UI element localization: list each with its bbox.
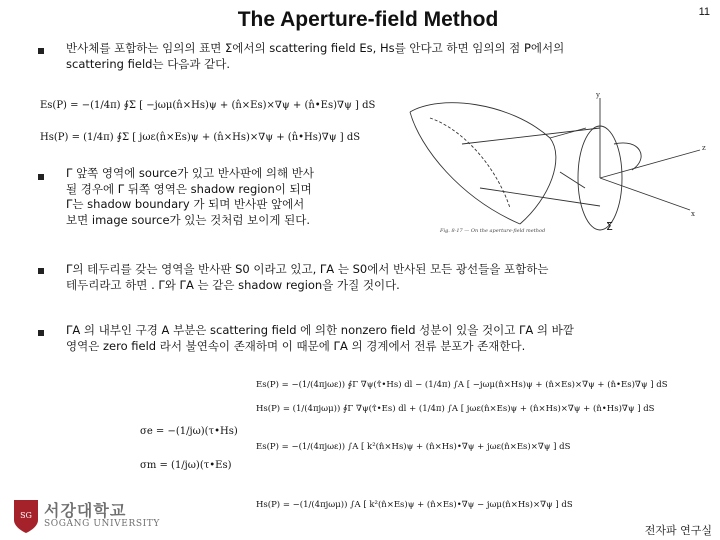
figure-axis-label-y: y	[596, 91, 600, 99]
lab-name: 전자파 연구실	[644, 524, 712, 537]
equation-hs-surface: Hs(P) = (1/4π) ∮Σ [ jωε(n̂×Es)ψ + (n̂×Hs)×∇ψ + (n̂•Hs)∇ψ ] dS	[40, 132, 361, 143]
bullet-2-line-3: Γ는 shadow boundary 가 되며 반사판 앞에서	[66, 197, 305, 211]
page-title: The Aperture-field Method	[237, 8, 499, 31]
bullet-text-2	[66, 166, 386, 228]
equation-hs-aperture: Hs(P) = (1/(4πjωμ)) ∮Γ ∇ψ(τ̂•Es) dl + (1/4π) ∫A [ jωε(n̂×Es)ψ + (n̂×Hs)×∇ψ + (n̂•Hs)∇ψ ] dS	[256, 404, 655, 414]
equation-hs-final: Hs(P) = −(1/(4πjωμ)) ∫A [ k²(n̂×Es)ψ + (n̂×Es)•∇ψ − jωμ(n̂×Hs)×∇ψ ] dS	[256, 500, 573, 510]
bullet-marker	[38, 174, 44, 180]
bullet-marker	[38, 268, 44, 274]
equation-sigma-e: σe = −(1/jω)(τ•Hs)	[140, 426, 238, 437]
bullet-text-3	[66, 262, 706, 293]
bullet-4-line-1: ΓA 의 내부인 구경 A 부분은 scattering field 에 의한 nonzero field 성분이 있을 것이고 ΓA 의 바깥	[66, 323, 574, 337]
equation-es-surface: Es(P) = −(1/4π) ∮Σ [ −jωμ(n̂×Hs)ψ + (n̂×Es)×∇ψ + (n̂•Es)∇ψ ] dS	[40, 100, 376, 111]
figure-sigma-label: Σ	[606, 220, 613, 233]
svg-text:SG: SG	[20, 511, 32, 520]
equation-es-final: Es(P) = −(1/(4πjωε)) ∫A [ k²(n̂×Hs)ψ + (n̂×Hs)•∇ψ + jωε(n̂×Es)×∇ψ ] dS	[256, 442, 571, 452]
bullet-text-1	[66, 41, 706, 72]
bullet-marker	[38, 48, 44, 54]
bullet-text-4	[66, 323, 706, 354]
university-seal-icon	[12, 498, 40, 534]
bullet-2-line-4: 보면 image source가 있는 것처럼 보이게 된다.	[66, 212, 311, 227]
bullet-1-line-2: scattering field는 다음과 같다.	[66, 56, 231, 71]
aperture-field-figure	[400, 88, 708, 240]
bullet-2-line-2: 될 경우에 Γ 뒤쪽 영역은 shadow region이 되며	[66, 181, 312, 196]
bullet-3-line-1: Γ의 테두리를 갖는 영역을 반사판 S0 이라고 있고, ΓA 는 S0에서 반사된 모든 광선들을 포함하는	[66, 262, 549, 276]
bullet-1-line-1: 반사체를 포함하는 임의의 표면 Σ에서의 scattering field Es, Hs를 안다고 하면 임의의 점 P에서의	[66, 41, 565, 55]
university-logo-english: SOGANG UNIVERSITY	[44, 519, 160, 529]
bullet-marker	[38, 330, 44, 336]
figure-caption: Fig. 8-17 — On the aperture-field method	[440, 228, 546, 234]
bullet-3-line-2: 테두리라고 하면 . Γ와 ΓA 는 같은 shadow region을 가질 것이다.	[66, 277, 400, 292]
equation-sigma-m: σm = (1/jω)(τ•Es)	[140, 460, 232, 471]
university-logo-korean: 서강대학교	[44, 501, 127, 520]
page-number: 11	[698, 6, 710, 18]
figure-axis-label-z: z	[702, 144, 706, 152]
equation-es-aperture: Es(P) = −(1/(4πjωε)) ∮Γ ∇ψ(τ̂•Hs) dl − (1/4π) ∫A [ −jωμ(n̂×Hs)ψ + (n̂×Es)×∇ψ + (n̂•Es)∇ψ ] dS	[256, 380, 668, 390]
bullet-4-line-2: 영역은 zero field 라서 불연속이 존재하며 이 때문에 ΓA 의 경계에서 전류 분포가 존재한다.	[66, 338, 526, 353]
bullet-2-line-1: Γ 앞쪽 영역에 source가 있고 반사판에 의해 반사	[66, 166, 314, 180]
figure-axis-label-x: x	[691, 210, 695, 218]
